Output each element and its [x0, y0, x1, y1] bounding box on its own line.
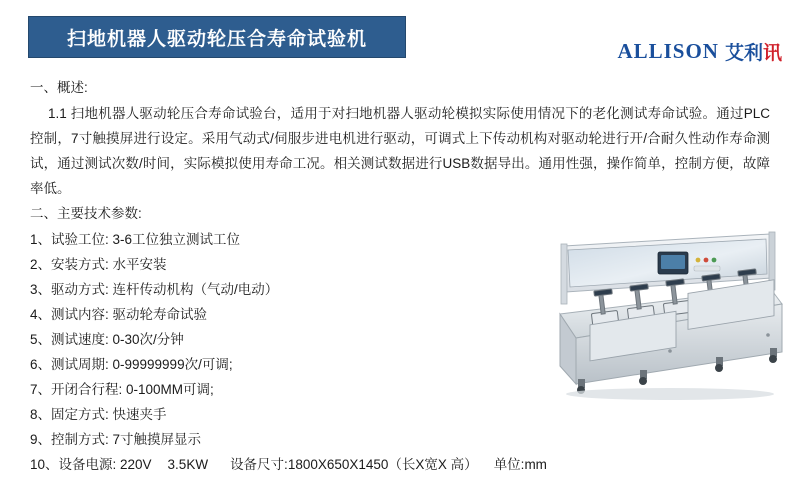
logo-cn-mark: 讯 [762, 43, 782, 64]
logo-text-cn [725, 38, 782, 65]
list-item: 3、驱动方式: 连杆传动机构（气动/电动） [30, 282, 279, 297]
page-title-banner [28, 16, 406, 58]
spec-size-unit: 单位:mm [493, 457, 547, 472]
params-heading: 二、主要技术参数: [30, 206, 142, 221]
list-item: 4、测试内容: 驱动轮寿命试验 [30, 307, 208, 322]
machine-illustration [520, 216, 786, 402]
list-item: 7、开闭合行程: 0-100MM可调; [30, 382, 214, 397]
list-item: 2、安装方式: 水平安装 [30, 257, 167, 272]
page-title: 扫地机器人驱动轮压合寿命试验机 [66, 28, 367, 50]
spec-size-label: 设备尺寸: [230, 457, 288, 472]
list-item: 9、控制方式: 7寸触摸屏显示 [30, 432, 202, 447]
logo-text-en: ALLISON [617, 39, 719, 63]
spec-size-value: 1800X650X1450（长X宽X 高） [287, 457, 478, 472]
overview-paragraph [30, 101, 770, 201]
list-item: 8、固定方式: 快速夹手 [30, 407, 167, 422]
machine-photo [520, 216, 786, 402]
overview-paragraph-text: 1.1 扫地机器人驱动轮压合寿命试验台，适用于对扫地机器人驱动轮模拟实际使用情况下的老化测试寿命试验。通过PLC控制，7寸触摸屏进行设定。采用气动式/伺服步进电机进行驱动，可调式上下传动机构对驱动轮进行开/合耐久性动作寿命测试，通过测试次数/时间，实际模拟使用寿命工况。相关测试数据进行USB数据导出。通用性强，操作简单，控制方便，故障率低。 [30, 106, 770, 196]
logo-cn-prefix: 艾利 [724, 43, 763, 64]
list-item: 5、测试速度: 0-30次/分钟 [30, 332, 184, 347]
company-logo [617, 38, 782, 65]
spec-last-line [30, 452, 772, 477]
list-item: 1、试验工位: 3-6工位独立测试工位 [30, 232, 241, 247]
spec-power-value: 3.5KW [167, 457, 209, 472]
spec-power-label: 10、设备电源: 220V [30, 457, 152, 472]
overview-heading: 一、概述: [30, 80, 88, 95]
list-item: 6、测试周期: 0-99999999次/可调; [30, 357, 233, 372]
spec-list [30, 227, 500, 452]
